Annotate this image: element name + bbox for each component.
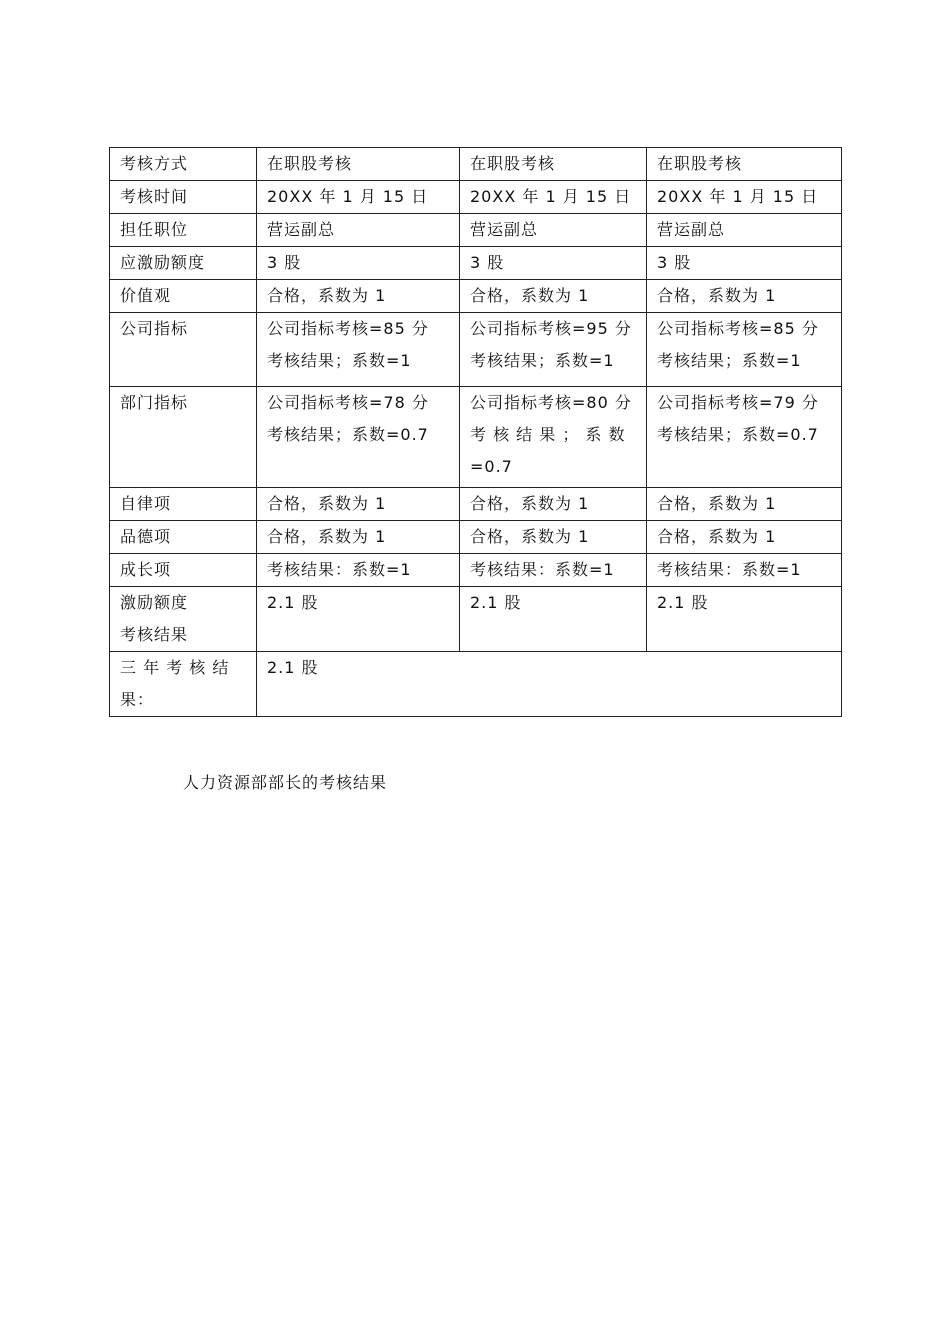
cell-year-1: 合格，系数为 1 — [257, 521, 460, 554]
cell-year-2: 营运副总 — [460, 214, 647, 247]
table-row — [110, 313, 842, 387]
cell-year-3: 合格，系数为 1 — [647, 280, 842, 313]
table-row — [110, 488, 842, 521]
cell-year-1: 2.1 股 — [257, 587, 460, 652]
cell-year-1: 合格，系数为 1 — [257, 488, 460, 521]
table-row — [110, 247, 842, 280]
table-row — [110, 521, 842, 554]
cell-year-1: 合格，系数为 1 — [257, 280, 460, 313]
table-row — [110, 148, 842, 181]
cell-year-2: 公司指标考核=95 分 考核结果；系数=1 — [460, 313, 647, 387]
table-row — [110, 280, 842, 313]
cell-year-1: 营运副总 — [257, 214, 460, 247]
table-row — [110, 387, 842, 488]
cell-year-3: 公司指标考核=85 分 考核结果；系数=1 — [647, 313, 842, 387]
cell-year-3: 公司指标考核=79 分 考核结果；系数=0.7 — [647, 387, 842, 488]
row-label: 自律项 — [110, 488, 257, 521]
cell-year-1: 公司指标考核=85 分 考核结果；系数=1 — [257, 313, 460, 387]
cell-year-2: 3 股 — [460, 247, 647, 280]
table-row — [110, 214, 842, 247]
cell-year-1: 在职股考核 — [257, 148, 460, 181]
summary-row — [110, 652, 842, 717]
row-label: 品德项 — [110, 521, 257, 554]
row-label: 价值观 — [110, 280, 257, 313]
cell-year-3: 在职股考核 — [647, 148, 842, 181]
cell-year-1: 考核结果：系数=1 — [257, 554, 460, 587]
cell-year-2: 20XX 年 1 月 15 日 — [460, 181, 647, 214]
cell-year-1: 20XX 年 1 月 15 日 — [257, 181, 460, 214]
cell-year-2: 考核结果：系数=1 — [460, 554, 647, 587]
cell-year-2: 合格，系数为 1 — [460, 280, 647, 313]
row-label: 部门指标 — [110, 387, 257, 488]
assessment-table — [109, 147, 842, 717]
row-label: 成长项 — [110, 554, 257, 587]
cell-year-3: 20XX 年 1 月 15 日 — [647, 181, 842, 214]
section-caption: 人力资源部部长的考核结果 — [183, 773, 388, 792]
cell-year-3: 合格，系数为 1 — [647, 488, 842, 521]
row-label: 考核时间 — [110, 181, 257, 214]
cell-year-3: 2.1 股 — [647, 587, 842, 652]
cell-year-2: 2.1 股 — [460, 587, 647, 652]
cell-year-1: 3 股 — [257, 247, 460, 280]
row-label: 激励额度 考核结果 — [110, 587, 257, 652]
row-label: 应激励额度 — [110, 247, 257, 280]
cell-year-3: 合格，系数为 1 — [647, 521, 842, 554]
cell-year-1: 公司指标考核=78 分 考核结果；系数=0.7 — [257, 387, 460, 488]
table-row — [110, 181, 842, 214]
summary-label: 三 年 考 核 结 果： — [110, 652, 257, 717]
row-label: 公司指标 — [110, 313, 257, 387]
summary-value: 2.1 股 — [257, 652, 842, 717]
row-label: 担任职位 — [110, 214, 257, 247]
table-row — [110, 587, 842, 652]
cell-year-3: 3 股 — [647, 247, 842, 280]
cell-year-3: 考核结果：系数=1 — [647, 554, 842, 587]
cell-year-2: 合格，系数为 1 — [460, 521, 647, 554]
cell-year-3: 营运副总 — [647, 214, 842, 247]
table-row — [110, 554, 842, 587]
assessment-table-body — [110, 148, 842, 717]
cell-year-2: 合格，系数为 1 — [460, 488, 647, 521]
cell-year-2: 在职股考核 — [460, 148, 647, 181]
row-label: 考核方式 — [110, 148, 257, 181]
cell-year-2: 公司指标考核=80 分 考 核 结 果 ； 系 数 =0.7 — [460, 387, 647, 488]
